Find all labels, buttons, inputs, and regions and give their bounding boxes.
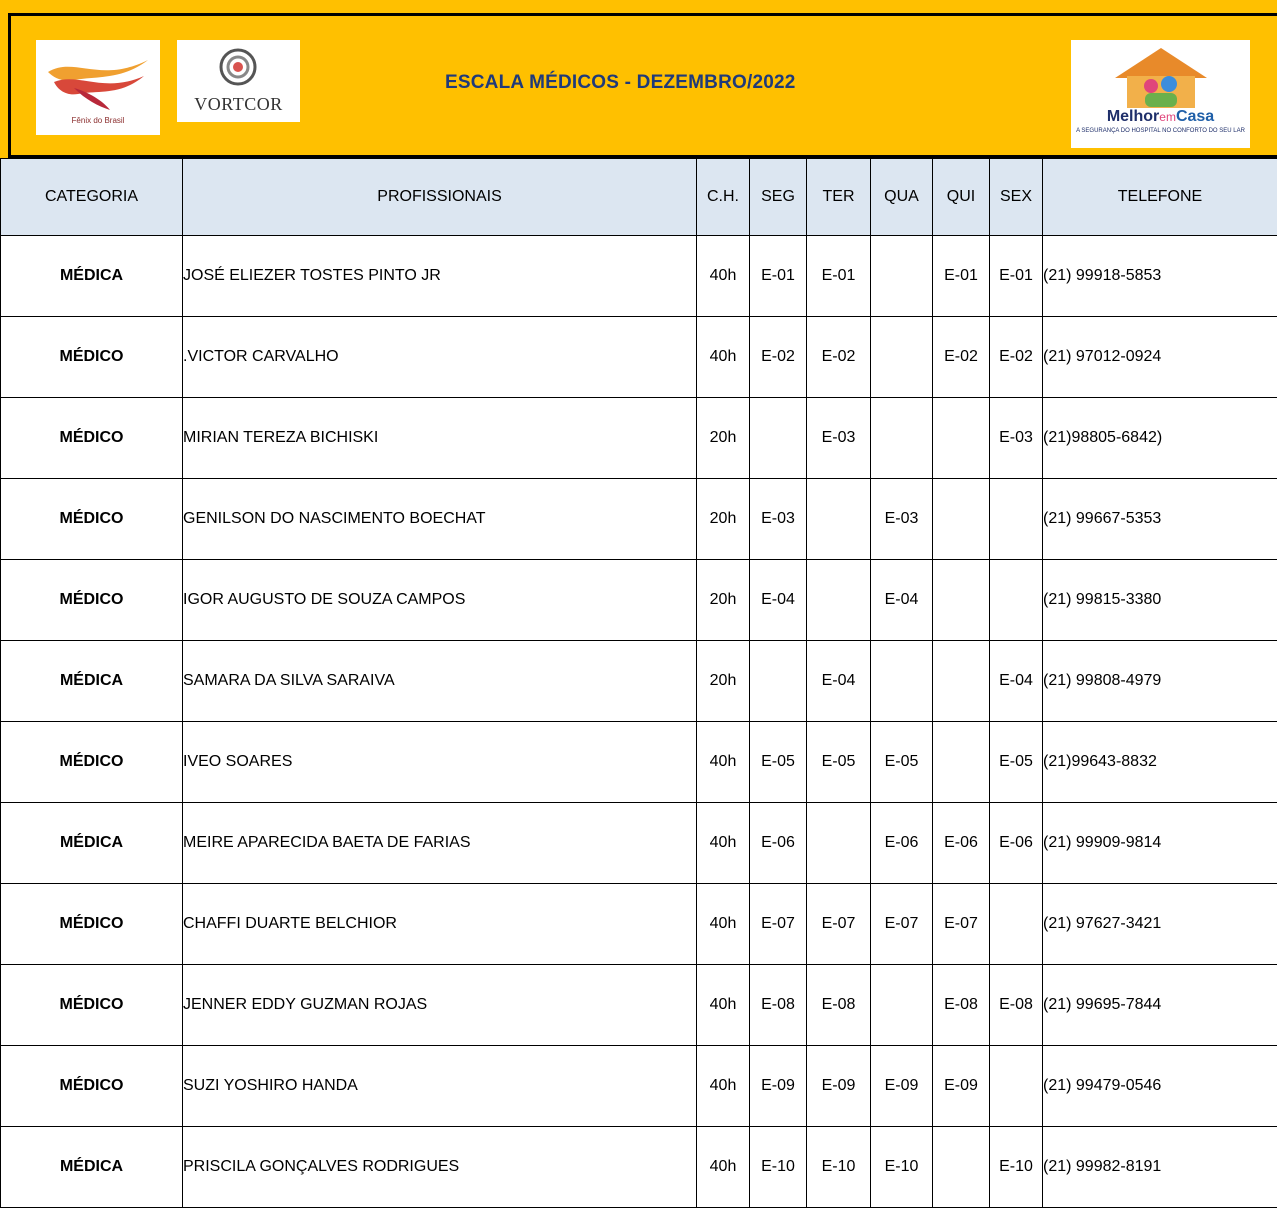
phone-cell: (21) 99808-4979 xyxy=(1043,641,1277,722)
professional-name-cell: CHAFFI DUARTE BELCHIOR xyxy=(183,884,697,965)
professional-name-cell: JOSÉ ELIEZER TOSTES PINTO JR xyxy=(183,236,697,317)
tuesday-cell: E-04 xyxy=(807,641,871,722)
workload-cell: 20h xyxy=(697,560,750,641)
logo-melhor: Melhor xyxy=(1107,108,1159,125)
category-cell: MÉDICO xyxy=(1,884,183,965)
tuesday-cell: E-09 xyxy=(807,1046,871,1127)
wednesday-cell: E-09 xyxy=(871,1046,933,1127)
tuesday-cell: E-03 xyxy=(807,398,871,479)
thursday-cell: E-08 xyxy=(933,965,990,1046)
table-row xyxy=(1,317,1277,398)
category-cell: MÉDICO xyxy=(1,398,183,479)
phone-cell: (21) 99909-9814 xyxy=(1043,803,1277,884)
friday-cell: E-02 xyxy=(990,317,1043,398)
tuesday-cell: E-10 xyxy=(807,1127,871,1208)
tuesday-cell xyxy=(807,560,871,641)
thursday-cell xyxy=(933,641,990,722)
friday-cell: E-01 xyxy=(990,236,1043,317)
professional-name-cell: .VICTOR CARVALHO xyxy=(183,317,697,398)
column-header: SEG xyxy=(750,159,807,236)
vortcor-logo xyxy=(177,40,300,122)
friday-cell xyxy=(990,479,1043,560)
thursday-cell: E-07 xyxy=(933,884,990,965)
thursday-cell: E-02 xyxy=(933,317,990,398)
monday-cell: E-05 xyxy=(750,722,807,803)
table-row xyxy=(1,722,1277,803)
table-row xyxy=(1,1127,1277,1208)
workload-cell: 40h xyxy=(697,1127,750,1208)
table-row xyxy=(1,398,1277,479)
workload-cell: 20h xyxy=(697,641,750,722)
phone-cell: (21) 99815-3380 xyxy=(1043,560,1277,641)
ptb-logo xyxy=(36,40,160,135)
monday-cell xyxy=(750,641,807,722)
thursday-cell xyxy=(933,560,990,641)
phone-cell: (21) 97627-3421 xyxy=(1043,884,1277,965)
table-row xyxy=(1,641,1277,722)
professional-name-cell: IGOR AUGUSTO DE SOUZA CAMPOS xyxy=(183,560,697,641)
category-cell: MÉDICO xyxy=(1,560,183,641)
wednesday-cell: E-04 xyxy=(871,560,933,641)
table-row xyxy=(1,236,1277,317)
monday-cell: E-02 xyxy=(750,317,807,398)
monday-cell: E-04 xyxy=(750,560,807,641)
table-header-row xyxy=(1,159,1277,236)
monday-cell: E-10 xyxy=(750,1127,807,1208)
thursday-cell: E-01 xyxy=(933,236,990,317)
category-cell: MÉDICA xyxy=(1,641,183,722)
category-cell: MÉDICO xyxy=(1,722,183,803)
wednesday-cell: E-07 xyxy=(871,884,933,965)
logo-em: em xyxy=(1159,110,1176,124)
friday-cell xyxy=(990,1046,1043,1127)
friday-cell: E-05 xyxy=(990,722,1043,803)
workload-cell: 40h xyxy=(697,722,750,803)
professional-name-cell: SUZI YOSHIRO HANDA xyxy=(183,1046,697,1127)
professional-name-cell: IVEO SOARES xyxy=(183,722,697,803)
melhor-em-casa-logo xyxy=(1071,40,1250,148)
thursday-cell: E-06 xyxy=(933,803,990,884)
friday-cell: E-10 xyxy=(990,1127,1043,1208)
table-row xyxy=(1,965,1277,1046)
table-row xyxy=(1,479,1277,560)
tuesday-cell xyxy=(807,803,871,884)
wednesday-cell: E-06 xyxy=(871,803,933,884)
column-header: SEX xyxy=(990,159,1043,236)
melhor-em-casa-tagline: A SEGURANÇA DO HOSPITAL NO CONFORTO DO SEU LAR xyxy=(1075,128,1246,134)
table-row xyxy=(1,1046,1277,1127)
wednesday-cell xyxy=(871,641,933,722)
workload-cell: 40h xyxy=(697,803,750,884)
thursday-cell xyxy=(933,722,990,803)
monday-cell: E-09 xyxy=(750,1046,807,1127)
phone-cell: (21) 99918-5853 xyxy=(1043,236,1277,317)
thursday-cell xyxy=(933,479,990,560)
monday-cell: E-06 xyxy=(750,803,807,884)
monday-cell: E-08 xyxy=(750,965,807,1046)
friday-cell: E-06 xyxy=(990,803,1043,884)
wednesday-cell: E-03 xyxy=(871,479,933,560)
table-body xyxy=(1,236,1277,1208)
category-cell: MÉDICA xyxy=(1,1127,183,1208)
vortcor-logo-icon xyxy=(217,46,259,88)
monday-cell: E-01 xyxy=(750,236,807,317)
tuesday-cell: E-02 xyxy=(807,317,871,398)
phone-cell: (21) 99695-7844 xyxy=(1043,965,1277,1046)
ptb-logo-text: Fênix do Brasil xyxy=(36,116,160,125)
wednesday-cell: E-05 xyxy=(871,722,933,803)
category-cell: MÉDICA xyxy=(1,236,183,317)
monday-cell: E-07 xyxy=(750,884,807,965)
professional-name-cell: MEIRE APARECIDA BAETA DE FARIAS xyxy=(183,803,697,884)
category-cell: MÉDICA xyxy=(1,803,183,884)
wednesday-cell xyxy=(871,236,933,317)
table-row xyxy=(1,803,1277,884)
workload-cell: 40h xyxy=(697,884,750,965)
workload-cell: 20h xyxy=(697,398,750,479)
tuesday-cell: E-07 xyxy=(807,884,871,965)
thursday-cell xyxy=(933,1127,990,1208)
tuesday-cell: E-08 xyxy=(807,965,871,1046)
table-row xyxy=(1,560,1277,641)
wednesday-cell xyxy=(871,965,933,1046)
workload-cell: 40h xyxy=(697,236,750,317)
tuesday-cell xyxy=(807,479,871,560)
category-cell: MÉDICO xyxy=(1,1046,183,1127)
phoenix-logo-icon xyxy=(44,50,152,112)
house-family-logo-icon xyxy=(1107,46,1215,108)
column-header: CATEGORIA xyxy=(1,159,183,236)
monday-cell: E-03 xyxy=(750,479,807,560)
phone-cell: (21) 99667-5353 xyxy=(1043,479,1277,560)
thursday-cell: E-09 xyxy=(933,1046,990,1127)
wednesday-cell: E-10 xyxy=(871,1127,933,1208)
phone-cell: (21) 99479-0546 xyxy=(1043,1046,1277,1127)
wednesday-cell xyxy=(871,398,933,479)
logo-casa: Casa xyxy=(1176,108,1214,125)
professional-name-cell: SAMARA DA SILVA SARAIVA xyxy=(183,641,697,722)
phone-cell: (21)99643-8832 xyxy=(1043,722,1277,803)
column-header: TER xyxy=(807,159,871,236)
category-cell: MÉDICO xyxy=(1,965,183,1046)
professional-name-cell: PRISCILA GONÇALVES RODRIGUES xyxy=(183,1127,697,1208)
workload-cell: 40h xyxy=(697,965,750,1046)
friday-cell xyxy=(990,560,1043,641)
vortcor-logo-text: VORTCOR xyxy=(177,94,300,115)
column-header: QUA xyxy=(871,159,933,236)
phone-cell: (21) 99982-8191 xyxy=(1043,1127,1277,1208)
category-cell: MÉDICO xyxy=(1,479,183,560)
workload-cell: 40h xyxy=(697,317,750,398)
column-header: PROFISSIONAIS xyxy=(183,159,697,236)
tuesday-cell: E-05 xyxy=(807,722,871,803)
wednesday-cell xyxy=(871,317,933,398)
professional-name-cell: JENNER EDDY GUZMAN ROJAS xyxy=(183,965,697,1046)
friday-cell: E-04 xyxy=(990,641,1043,722)
workload-cell: 20h xyxy=(697,479,750,560)
professional-name-cell: GENILSON DO NASCIMENTO BOECHAT xyxy=(183,479,697,560)
table-row xyxy=(1,884,1277,965)
workload-cell: 40h xyxy=(697,1046,750,1127)
monday-cell xyxy=(750,398,807,479)
tuesday-cell: E-01 xyxy=(807,236,871,317)
friday-cell xyxy=(990,884,1043,965)
column-header: TELEFONE xyxy=(1043,159,1277,236)
phone-cell: (21)98805-6842) xyxy=(1043,398,1277,479)
column-header: QUI xyxy=(933,159,990,236)
page-title: ESCALA MÉDICOS - DEZEMBRO/2022 xyxy=(445,72,796,94)
friday-cell: E-08 xyxy=(990,965,1043,1046)
category-cell: MÉDICO xyxy=(1,317,183,398)
schedule-table xyxy=(0,158,1277,1208)
melhor-em-casa-logo-text xyxy=(1071,108,1250,126)
professional-name-cell: MIRIAN TEREZA BICHISKI xyxy=(183,398,697,479)
phone-cell: (21) 97012-0924 xyxy=(1043,317,1277,398)
friday-cell: E-03 xyxy=(990,398,1043,479)
column-header: C.H. xyxy=(697,159,750,236)
thursday-cell xyxy=(933,398,990,479)
